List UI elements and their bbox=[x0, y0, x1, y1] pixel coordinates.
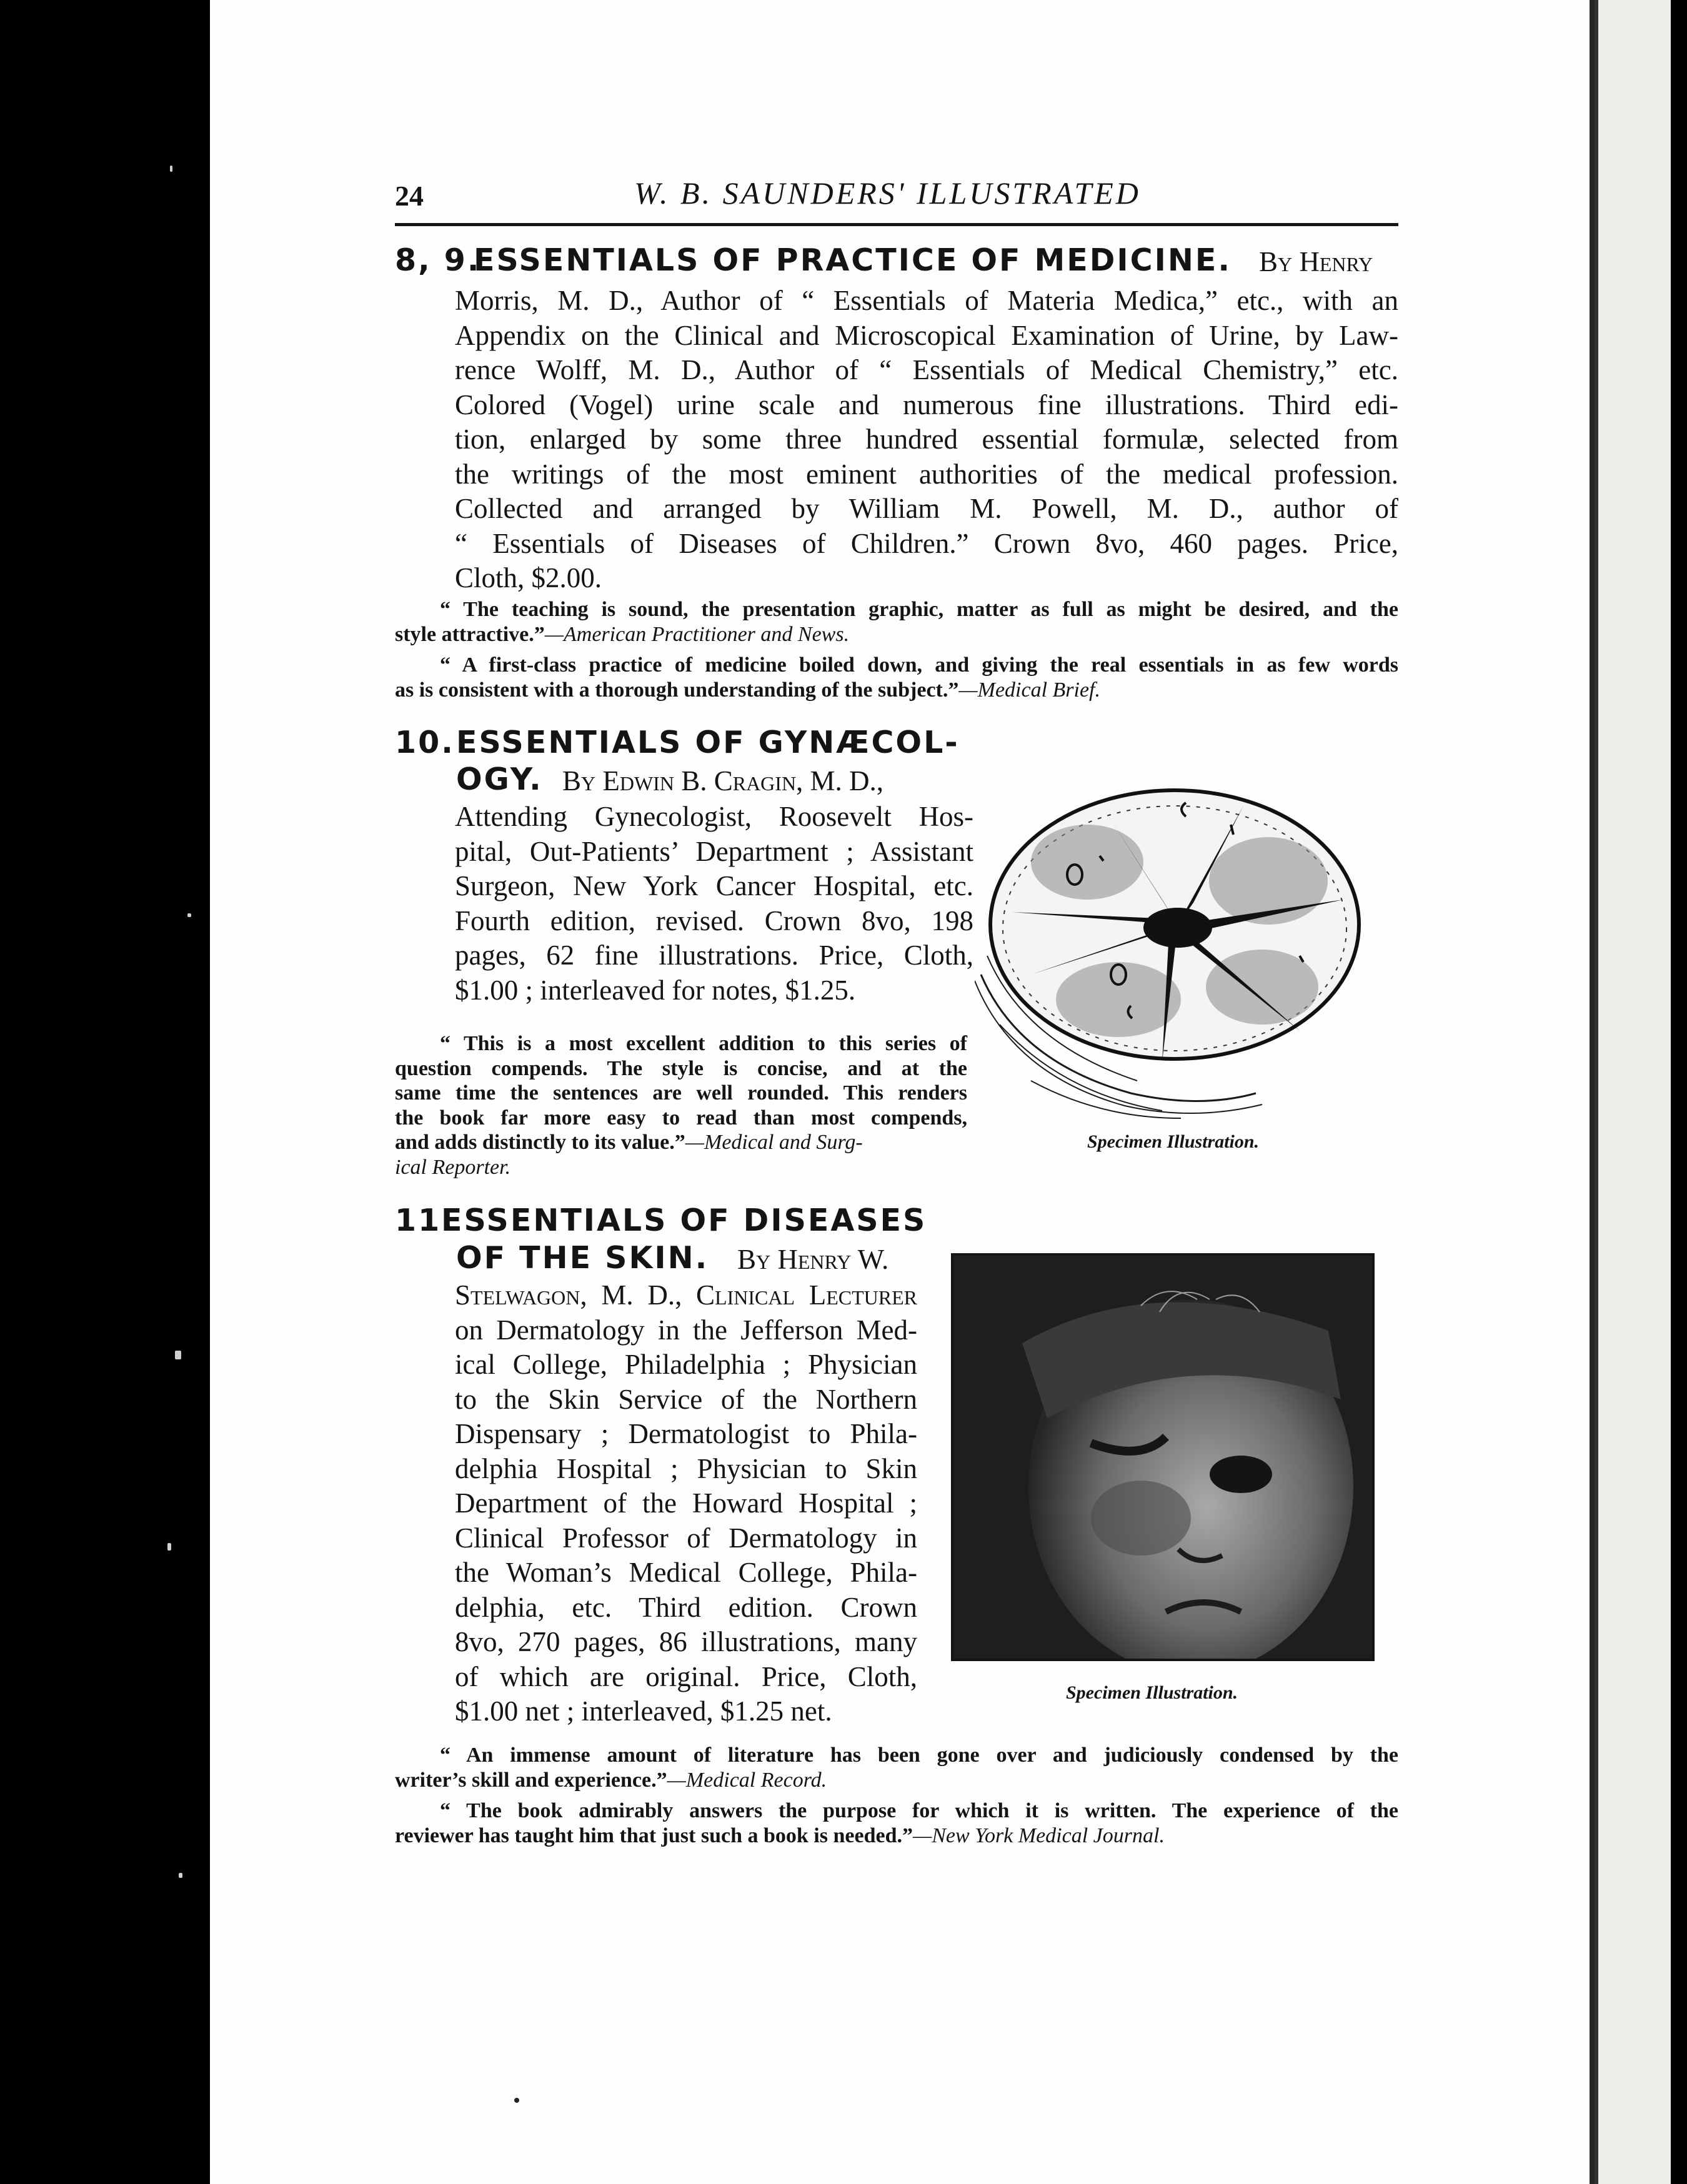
description-line: pages, 62 fine illustrations. Price, Cloth, bbox=[455, 940, 973, 971]
header-rule bbox=[395, 223, 1398, 226]
description-line: “ Essentials of Diseases of Children.” Crown 8vo, 460 pages. Price, bbox=[455, 527, 1398, 559]
entry-title: ESSENTIALS OF PRACTICE OF MEDICINE. bbox=[474, 242, 1232, 278]
specimen-illustration-cervix bbox=[975, 768, 1362, 1124]
quote-line: “ The book admirably answers the purpose for which it is written. The experience of the bbox=[440, 1799, 1398, 1822]
specimen-photograph-skin bbox=[951, 1253, 1375, 1661]
description-line: delphia Hospital ; Physician to Skin bbox=[455, 1452, 917, 1484]
description-line: $1.00 net ; interleaved, $1.25 net. bbox=[455, 1695, 832, 1727]
description-line: Dispensary ; Dermatologist to Phila- bbox=[455, 1418, 917, 1449]
figure-caption: Specimen Illustration. bbox=[1087, 1131, 1260, 1152]
entry-number: 8, 9. bbox=[395, 242, 481, 278]
description-line: the Woman’s Medical College, Phila- bbox=[455, 1557, 917, 1588]
description-line: Collected and arranged by William M. Powell, M. D., author of bbox=[455, 493, 1398, 524]
review-quote bbox=[395, 1799, 1398, 1848]
quote-line: “ An immense amount of literature has been gone over and judiciously condensed by the bbox=[440, 1744, 1398, 1767]
description-line: Fourth edition, revised. Crown 8vo, 198 bbox=[455, 905, 973, 936]
quote-line: style attractive.” bbox=[395, 622, 545, 646]
description-line: the writings of the most eminent authorities of the medical profession. bbox=[455, 458, 1398, 490]
quote-source: ical Reporter. bbox=[395, 1155, 511, 1179]
description-line: Clinical Professor of Dermatology in bbox=[455, 1522, 917, 1554]
figure-caption: Specimen Illustration. bbox=[1066, 1682, 1238, 1703]
description-line: tion, enlarged by some three hundred essential formulæ, selected from bbox=[455, 424, 1398, 455]
scan-speck bbox=[175, 1351, 181, 1359]
description-line: pital, Out-Patients’ Department ; Assistant bbox=[455, 835, 973, 867]
quote-source: —New York Medical Journal. bbox=[912, 1824, 1165, 1847]
description-line: Stelwagon, M. D., Clinical Lecturer bbox=[455, 1279, 917, 1311]
description-line: Cloth, $2.00. bbox=[455, 562, 602, 593]
description-line: Colored (Vogel) urine scale and numerous fine illustrations. Third edi- bbox=[455, 389, 1398, 420]
scan-speck bbox=[179, 1873, 182, 1878]
page-number: 24 bbox=[395, 180, 424, 212]
review-quote bbox=[395, 653, 1398, 702]
entry-author: By Henry W. bbox=[737, 1244, 889, 1275]
quote-source: —Medical Brief. bbox=[958, 678, 1101, 702]
review-quote bbox=[395, 1743, 1398, 1792]
description-line: on Dermatology in the Jefferson Med- bbox=[455, 1314, 917, 1346]
description-line: rence Wolff, M. D., Author of “ Essentials of Medical Chemistry,” etc. bbox=[455, 354, 1398, 385]
description-line: delphia, etc. Third edition. Crown bbox=[455, 1591, 917, 1623]
quote-source: —Medical Record. bbox=[667, 1768, 827, 1792]
description-line: 8vo, 270 pages, 86 illustrations, many bbox=[455, 1626, 917, 1657]
description-line: Appendix on the Clinical and Microscopical Examination of Urine, by Law- bbox=[455, 319, 1398, 351]
entry-title: OF THE SKIN. bbox=[456, 1240, 709, 1276]
entry-description bbox=[455, 284, 1398, 596]
quote-line: “ The teaching is sound, the presentation graphic, matter as full as might be desired, and the bbox=[440, 598, 1398, 621]
description-line: ical College, Philadelphia ; Physician bbox=[455, 1349, 917, 1380]
scan-speck bbox=[167, 1543, 171, 1551]
scan-speck bbox=[170, 166, 172, 172]
running-title: W. B. SAUNDERS' ILLUSTRATED bbox=[634, 176, 1141, 211]
entry-title: OGY. bbox=[456, 762, 543, 797]
entry-number: 11. bbox=[395, 1203, 455, 1238]
quote-line: “ This is a most excellent addition to this series of bbox=[440, 1032, 967, 1055]
photo-halftone bbox=[953, 1256, 1372, 1659]
quote-line: as is consistent with a thorough understanding of the subject.” bbox=[395, 678, 959, 702]
quote-line: question compends. The style is concise, and at the bbox=[395, 1056, 967, 1080]
quote-line: same time the sentences are well rounded. This renders bbox=[395, 1081, 967, 1104]
entry-title: ESSENTIALS OF DISEASES bbox=[441, 1203, 927, 1238]
quote-line: the book far more easy to read than most compends, bbox=[395, 1106, 967, 1129]
description-line: Department of the Howard Hospital ; bbox=[455, 1487, 917, 1519]
quote-line: reviewer has taught him that just such a book is needed.” bbox=[395, 1824, 913, 1847]
description-line: $1.00 ; interleaved for notes, $1.25. bbox=[455, 974, 856, 1006]
entry-number: 10. bbox=[395, 725, 455, 760]
description-line: Attending Gynecologist, Roosevelt Hos- bbox=[455, 801, 973, 832]
review-quote bbox=[395, 597, 1398, 647]
quote-source: —Medical and Surg- bbox=[685, 1131, 863, 1154]
description-line: of which are original. Price, Cloth, bbox=[455, 1660, 917, 1692]
entry-title: ESSENTIALS OF GYNÆCOL- bbox=[456, 725, 960, 760]
page-gutter bbox=[1590, 0, 1595, 2184]
quote-line: writer’s skill and experience.” bbox=[395, 1768, 667, 1792]
quote-line: and adds distinctly to its value.” bbox=[395, 1131, 685, 1154]
quote-line: “ A first-class practice of medicine boiled down, and giving the real essentials in as few words bbox=[440, 653, 1398, 677]
entry-author: By Edwin B. Cragin, M. D., bbox=[562, 765, 884, 797]
ink-dot bbox=[514, 2098, 519, 2103]
description-line: Surgeon, New York Cancer Hospital, etc. bbox=[455, 870, 973, 901]
quote-source: —American Practitioner and News. bbox=[544, 622, 850, 646]
adjacent-page-edge bbox=[1595, 0, 1671, 2184]
description-line: to the Skin Service of the Northern bbox=[455, 1383, 917, 1415]
entry-author: By Henry bbox=[1259, 246, 1373, 277]
entry-description bbox=[455, 800, 973, 1008]
description-line: Morris, M. D., Author of “ Essentials of Materia Medica,” etc., with an bbox=[455, 285, 1398, 316]
review-quote bbox=[395, 1031, 967, 1179]
scan-speck bbox=[187, 913, 191, 917]
entry-description bbox=[455, 1278, 917, 1729]
